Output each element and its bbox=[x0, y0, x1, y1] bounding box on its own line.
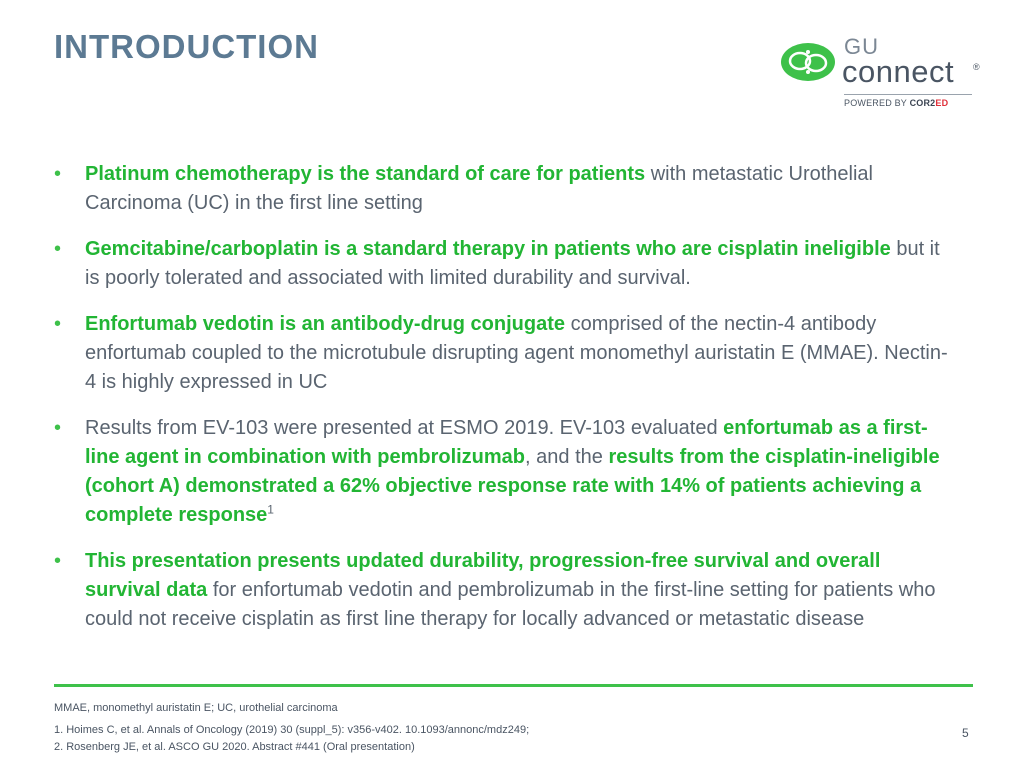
reference-2: 2. Rosenberg JE, et al. ASCO GU 2020. Abstract #441 (Oral presentation) bbox=[54, 741, 415, 753]
footer-abbreviations: MMAE, monomethyl auristatin E; UC, urothelial carcinoma bbox=[54, 702, 338, 714]
logo-registered-mark: ® bbox=[973, 62, 980, 72]
bullet-highlight-text: Enfortumab vedotin is an antibody-drug conjugate bbox=[85, 313, 566, 335]
bullet-highlight-text: This presentation presents updated durability, progression-free survival and overall survival data bbox=[85, 550, 881, 601]
gu-connect-logo-icon bbox=[780, 40, 840, 84]
bullet-text: for enfortumab vedotin and pembrolizumab in the first-line setting for patients who could not receive cisplatin as first line therapy for locally advanced or metastatic disease bbox=[85, 579, 936, 630]
bullet-item bbox=[54, 310, 954, 397]
gu-connect-logo bbox=[780, 32, 980, 114]
logo-cor2: COR2 bbox=[909, 98, 936, 108]
reference-1: 1. Hoimes C, et al. Annals of Oncology (2019) 30 (suppl_5): v356-v402. 10.1093/annonc/mdz249; bbox=[54, 724, 530, 736]
bullet-text: Results from EV-103 were presented at ESMO 2019. EV-103 evaluated bbox=[85, 417, 724, 439]
slide-title: INTRODUCTION bbox=[54, 28, 319, 65]
logo-powered-by-label: POWERED BY bbox=[844, 98, 910, 108]
bullet-highlight-text: Gemcitabine/carboplatin is a standard therapy in patients who are cisplatin ineligible bbox=[85, 238, 891, 260]
bullet-highlight-text: enfortumab as a first-line agent in combination with pembrolizumab bbox=[85, 417, 928, 468]
bullet-highlight-text: results from the cisplatin-ineligible (cohort A) demonstrated a 62% objective response rate with 14% of patients achieving a complete response bbox=[85, 446, 940, 526]
page-number: 5 bbox=[962, 726, 969, 740]
logo-ed: ED bbox=[935, 98, 949, 108]
logo-connect-text: connect bbox=[842, 54, 955, 89]
bullet-item bbox=[54, 235, 954, 293]
bullet-marker: • bbox=[54, 550, 62, 572]
logo-gu-text: GU bbox=[844, 34, 879, 59]
logo-powered-by bbox=[844, 98, 948, 108]
bullet-text: comprised of the nectin-4 antibody enfortumab coupled to the microtubule disrupting agent monomethyl auristatin E (MMAE). Nectin-4 is highly expressed in UC bbox=[85, 313, 948, 393]
bullet-text: , and the bbox=[525, 446, 609, 468]
bullet-marker: • bbox=[54, 238, 62, 260]
footer-rule bbox=[54, 684, 973, 687]
logo-divider bbox=[844, 94, 972, 95]
bullet-marker: • bbox=[54, 313, 62, 335]
bullet-item bbox=[54, 414, 954, 530]
bullet-marker: • bbox=[54, 163, 62, 185]
bullet-item bbox=[54, 160, 954, 218]
bullet-highlight-text: Platinum chemotherapy is the standard of care for patients bbox=[85, 163, 646, 185]
footer-references bbox=[54, 722, 529, 756]
bullet-marker: • bbox=[54, 417, 62, 439]
citation-superscript: 1 bbox=[267, 502, 274, 517]
bullet-list bbox=[54, 160, 954, 651]
bullet-item bbox=[54, 547, 954, 634]
bullet-text: with metastatic Urothelial Carcinoma (UC) in the first line setting bbox=[85, 163, 874, 214]
bullet-text: but it is poorly tolerated and associated with limited durability and survival. bbox=[85, 238, 940, 289]
